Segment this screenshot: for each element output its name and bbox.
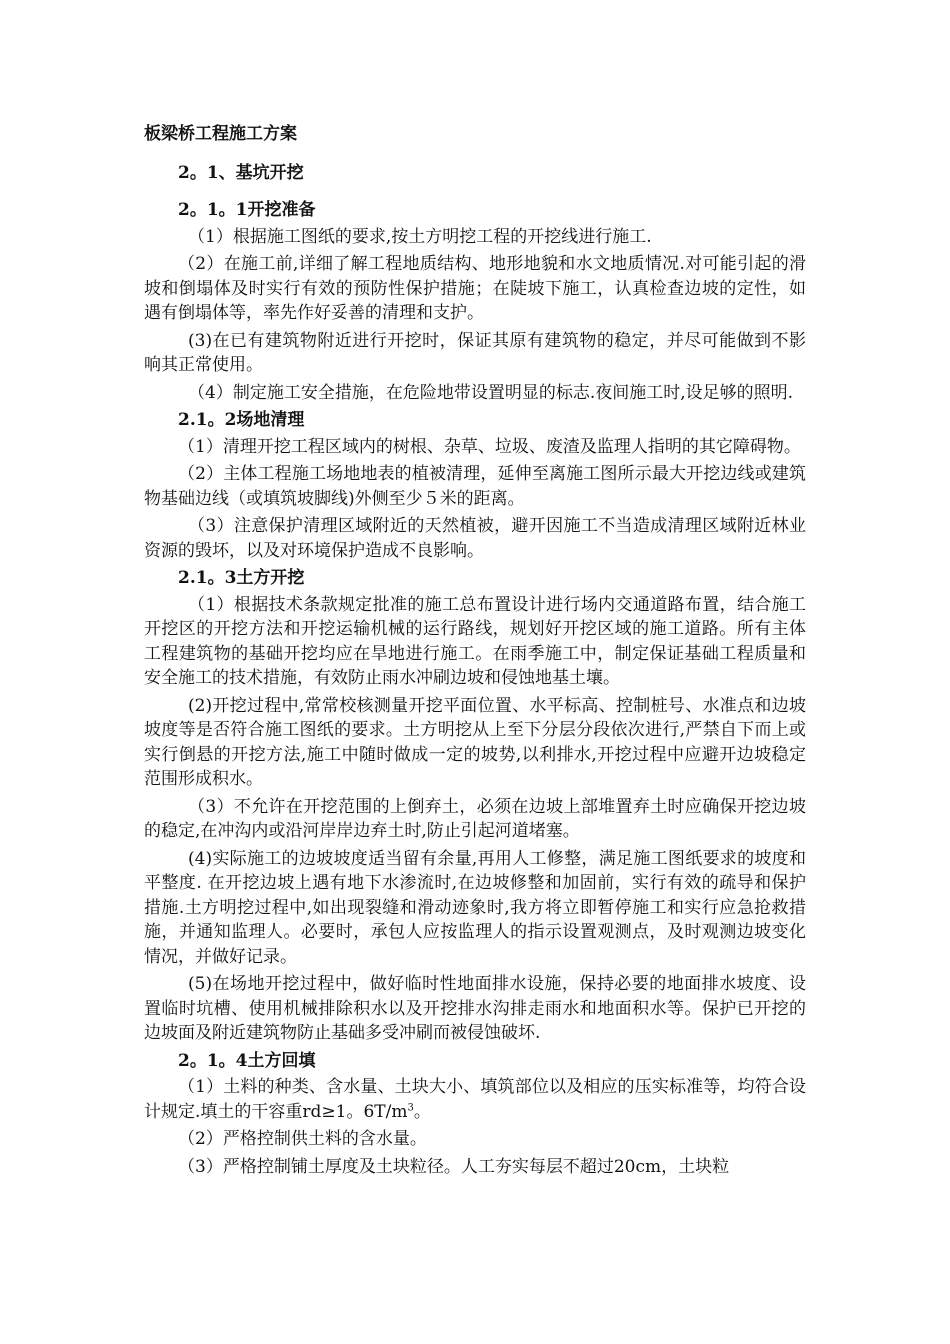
paragraph: （3）不允许在开挖范围的上倒弃土，必须在边坡上部堆置弃土时应确保开挖边坡的稳定,在冲沟内或沿河岸岸边弃土时,防止引起河道堵塞。: [144, 796, 806, 841]
paragraph: （4）制定施工安全措施，在危险地带设置明显的标志.夜间施工时,设足够的照明.: [188, 382, 794, 403]
paragraph-text: （1）土料的种类、含水量、土块大小、填筑部位以及相应的压实标准等，均符合设计规定.填土的干容重rd≥1。6T/m: [144, 1077, 806, 1122]
paragraph: (3)在已有建筑物附近进行开挖时，保证其原有建筑物的稳定，并尽可能做到不影响其正常使用。: [144, 330, 806, 375]
paragraph: （1）根据技术条款规定批准的施工总布置设计进行场内交通道路布置，结合施工开挖区的开挖方法和开挖运输机械的运行路线，规划好开挖区域的施工道路。所有主体工程建筑物的基础开挖均应在旱地进行施工。在雨季施工中，制定保证基础工程质量和安全施工的技术措施，有效防止雨水冲刷边坡和侵蚀地基土壤。: [144, 594, 806, 688]
paragraph: (5)在场地开挖过程中，做好临时性地面排水设施，保持必要的地面排水坡度、设置临时坑槽、使用机械排除积水以及开挖排水沟排走雨水和地面积水等。保护已开挖的边坡面及附近建筑物防止基础多受冲刷而被侵蚀破坏.: [144, 974, 806, 1043]
paragraph: （3）注意保护清理区域附近的天然植被，避开因施工不当造成清理区域附近林业资源的毁坏，以及对环境保护造成不良影响。: [144, 516, 806, 561]
paragraph: （1）根据施工图纸的要求,按土方明挖工程的开挖线进行施工.: [188, 226, 652, 247]
document-body: [144, 122, 806, 1182]
subsection-heading-excavation-prep: 2。1。1开挖准备: [178, 200, 316, 220]
paragraph: （2）主体工程施工场地地表的植被清理，延伸至离施工图所示最大开挖边线或建筑物基础边线（或填筑坡脚线)外侧至少５米的距离。: [144, 464, 806, 509]
section-heading: 2。1、基坑开挖: [178, 162, 304, 183]
subsection-heading-earth-excavation: 2.1。3土方开挖: [178, 568, 305, 588]
paragraph: （2）在施工前,详细了解工程地质结构、地形地貌和水文地质情况.对可能引起的滑坡和倒塌体及时实行有效的预防性保护措施；在陡坡下施工，认真检查边坡的定性，如遇有倒塌体等，率先作好妥善的清理和支护。: [144, 254, 806, 323]
paragraph: (4)实际施工的边坡坡度适当留有余量,再用人工修整，满足施工图纸要求的坡度和平整度. 在开挖边坡上遇有地下水渗流时,在边坡修整和加固前，实行有效的疏导和保护措施.土方明挖过程中,如出现裂缝和滑动迹象时,我方将立即暂停施工和实行应急抢救措施，并通知监理人。必要时，承包人应按监理人的指示设置观测点，及时观测边坡变化情况，并做好记录。: [144, 848, 806, 967]
document-title: 板梁桥工程施工方案: [144, 124, 297, 144]
paragraph: [144, 1075, 806, 1124]
superscript: 3: [407, 1101, 414, 1113]
subsection-heading-backfill: 2。1。4土方回填: [178, 1050, 316, 1071]
subsection-heading-site-clearing: 2.1。2场地清理: [178, 410, 305, 430]
paragraph: （3）严格控制铺土厚度及土块粒径。人工夯实每层不超过20cm，土块粒: [178, 1156, 730, 1177]
paragraph-text-end: 。: [413, 1101, 431, 1122]
paragraph: （2）严格控制供土料的含水量。: [178, 1129, 427, 1149]
paragraph: （1）清理开挖工程区域内的树根、杂草、垃圾、废渣及监理人指明的其它障碍物。: [178, 436, 801, 457]
paragraph: (2)开挖过程中,常常校核测量开挖平面位置、水平标高、控制桩号、水准点和边坡坡度等是否符合施工图纸的要求。土方明挖从上至下分层分段依次进行,严禁自下而上或实行倒悬的开挖方法,施工中随时做成一定的坡势,以利排水,开挖过程中应避开边坡稳定范围形成积水。: [144, 695, 806, 789]
